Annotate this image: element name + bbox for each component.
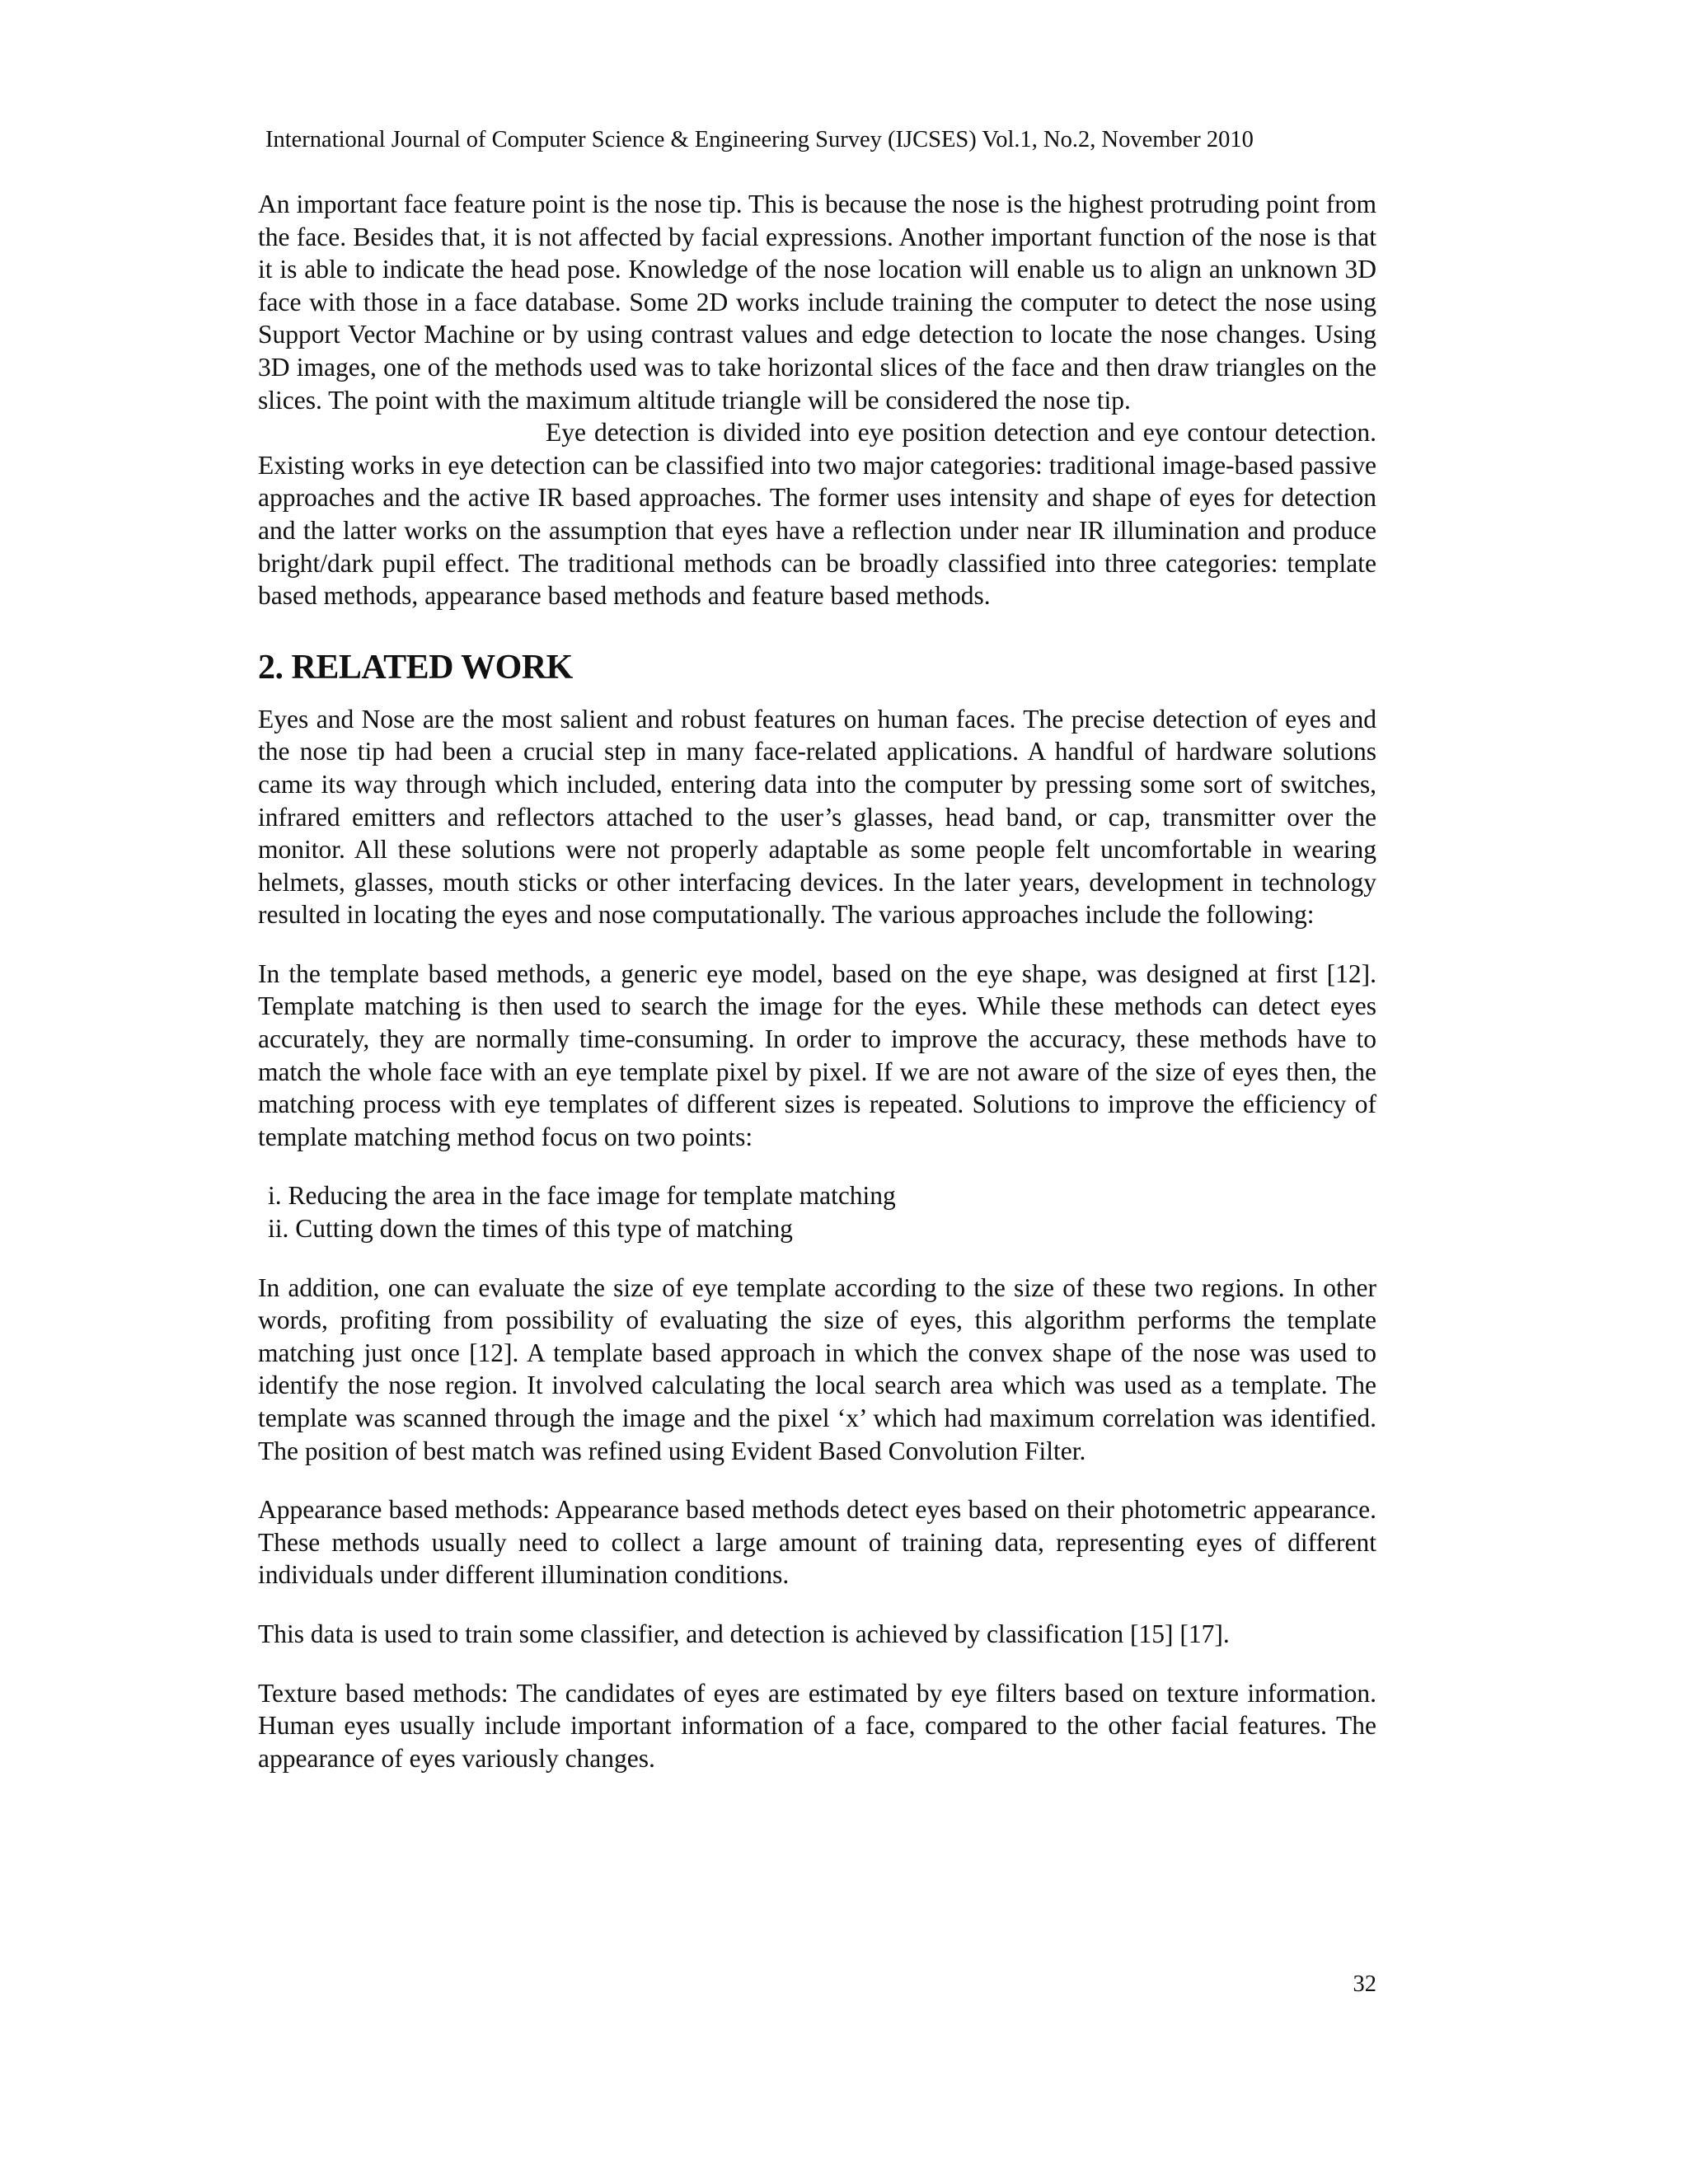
paragraph-nose-tip: An important face feature point is the nose tip. This is because the nose is the highest protruding point from the face. Besides that, it is not affected by facial expressions. Another important function of the nose is that it is able to indicate the head pose. Knowledge of the nose location will enable us to align an unknown 3D face with those in a face database. Some 2D works include training the computer to detect the nose using Support Vector Machine or by using contrast values and edge detection to locate the nose changes. Using 3D images, one of the methods used was to take horizontal slices of the face and then draw triangles on the slices. The point with the maximum altitude triangle will be considered the nose tip. [258,190,1376,415]
paragraph-texture-methods: Texture based methods: The candidates of eyes are estimated by eye filters based on texture information. Human eyes usually include important information of a face, compared to the other facial features. The appearance of eyes variously changes. [258,1678,1376,1773]
paragraph-classifier: This data is used to train some classifier, and detection is achieved by classification [15] [17]. [258,1619,1230,1648]
section-heading-related-work: 2. RELATED WORK [258,648,573,687]
running-header: International Journal of Computer Science & Engineering Survey (IJCSES) Vol.1, No.2, November 2010 [265,127,1254,152]
roman-numeral-list [258,1179,1376,1244]
paragraph-template-methods: In the template based methods, a generic eye model, based on the eye shape, was designed at first [12]. Template matching is then used to search the image for the eyes. While these methods can detect eyes accurately, they are normally time-consuming. In order to improve the accuracy, these methods have to match the whole face with an eye template pixel by pixel. If we are not aware of the size of eyes then, the matching process with eye templates of different sizes is repeated. Solutions to improve the efficiency of template matching method focus on two points: [258,958,1376,1151]
paragraph-related-intro: Eyes and Nose are the most salient and robust features on human faces. The precise detection of eyes and the nose tip had been a crucial step in many face-related applications. A handful of hardware solutions came its way through which included, entering data into the computer by pressing some sort of switches, infrared emitters and reflectors attached to the user’s glasses, head band, or cap, transmitter over the monitor. All these solutions were not properly adaptable as some people felt uncomfortable in wearing helmets, glasses, mouth sticks or other interfacing devices. In the later years, development in technology resulted in locating the eyes and nose computationally. The various approaches include the following: [258,704,1376,930]
paragraph-appearance-methods: Appearance based methods: Appearance based methods detect eyes based on their photometric appearance. These methods usually need to collect a large amount of training data, representing eyes of different individuals under different illumination conditions. [258,1495,1376,1590]
list-item: i. Reducing the area in the face image for template matching [268,1181,896,1211]
list-item: ii. Cutting down the times of this type of matching [268,1214,793,1244]
paragraph-eye-detection: Eye detection is divided into eye position detection and eye contour detection. Existing works in eye detection can be classified into two major categories: traditional image-based passive approaches and the active IR based approaches. The former uses intensity and shape of eyes for detection and the latter works on the assumption that eyes have a reflection under near IR illumination and produce bright/dark pupil effect. The traditional methods can be broadly classified into three categories: template based methods, appearance based methods and feature based methods. [258,418,1376,611]
page-number: 32 [1353,1971,1376,1997]
page-content [258,188,1376,1774]
paragraph-template-addition: In addition, one can evaluate the size of eye template according to the size of these two regions. In other words, profiting from possibility of evaluating the size of eyes, this algorithm performs the template matching just once [12]. A template based approach in which the convex shape of the nose was used to identify the nose region. It involved calculating the local search area which was used as a template. The template was scanned through the image and the pixel ‘x’ which had maximum correlation was identified. The position of best match was refined using Evident Based Convolution Filter. [258,1272,1376,1465]
